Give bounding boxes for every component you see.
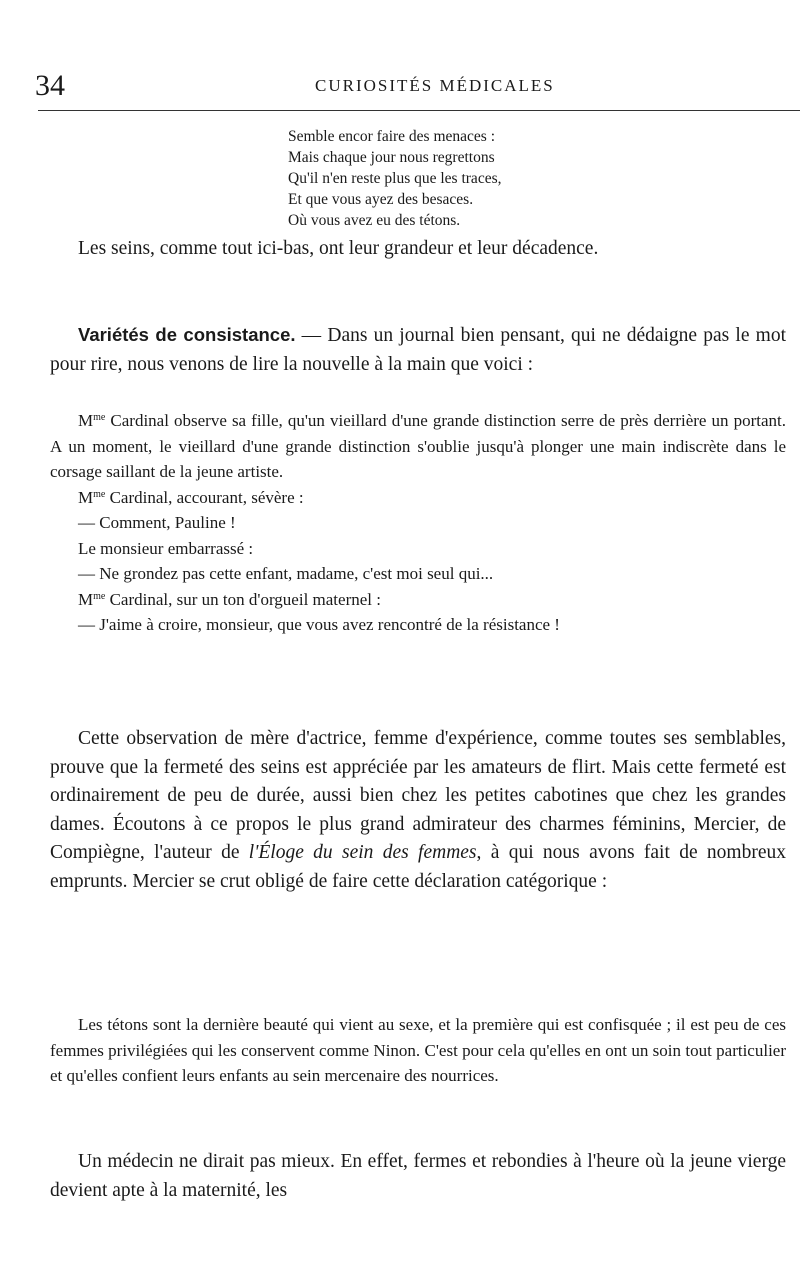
paragraph-observation: Cette observation de mère d'actrice, femme d'expérience, comme toutes ses semblables, prouve que la fermeté des seins est appréciée par les amateurs de flirt. Mais cette fermeté est ordinairement de peu de durée, aussi bien chez les petites cabotines que chez les grandes dames. Écoutons à ce propos le plus grand admirateur des charmes féminins, Mercier, de Compiègne, l'auteur de l'Éloge du sein des femmes, à qui nous avons fait de nombreux emprunts. Mercier se crut obligé de faire cette déclaration catégorique : bbox=[50, 728, 786, 892]
page-header bbox=[35, 66, 800, 106]
poem-line: Mais chaque jour nous regrettons bbox=[288, 149, 495, 166]
paragraph-varietes: Variétés de consistance. — Dans un journal bien pensant, qui ne dédaigne pas le mot pour rire, nous venons de lire la nouvelle à la main que voici : bbox=[50, 324, 786, 375]
section-heading: Variétés de consistance. bbox=[78, 324, 296, 345]
poem-line: Semble encor faire des menaces : bbox=[288, 128, 496, 145]
poem-quote bbox=[288, 126, 768, 231]
poem-line: Où vous avez eu des tétons. bbox=[288, 212, 461, 229]
poem-line: Et que vous ayez des besaces. bbox=[288, 191, 474, 208]
book-title: l'Éloge du sein des femmes bbox=[248, 842, 477, 863]
paragraph-medecin: Un médecin ne dirait pas mieux. En effet, fermes et rebondies à l'heure où la jeune vierge devient apte à la maternité, les bbox=[50, 1151, 786, 1201]
paragraph-decadence: Les seins, comme tout ici-bas, ont leur grandeur et leur décadence. bbox=[78, 238, 599, 259]
page-number: 34 bbox=[35, 69, 65, 102]
quoted-anecdote: $M^{me}$ Cardinal observe sa fille, qu'un vieillard d'une grande distinction serre de près derrière un portant. A un moment, le vieillard d'une grande distinction s'oublie jusqu'à plonger une main indiscrète dans le corsage saillant de la jeune artiste. $M^{me}$ Cardinal, accourant, sévère : — Comment, Pauline ! Le monsieur embarrassé : — Ne grondez pas cette enfant, madame, c'est moi seul qui... $M^{me}$ Cardinal, sur un ton d'orgueil maternel : — J'aime à croire, monsieur, que vous avez rencontré de la résistance ! bbox=[50, 411, 786, 634]
running-head: CURIOSITÉS MÉDICALES bbox=[315, 76, 555, 95]
quoted-mercier: Les tétons sont la dernière beauté qui vient au sexe, et la première qui est confisquée ; il est peu de ces femmes privilégiées qui les conservent comme Ninon. C'est pour cela qu'elles en ont un soin tout particulier et qu'elles confient leurs enfants au sein mercenaire des nourrices. bbox=[50, 1015, 786, 1085]
header-rule bbox=[38, 110, 800, 111]
poem-line: Qu'il n'en reste plus que les traces, bbox=[288, 170, 502, 187]
